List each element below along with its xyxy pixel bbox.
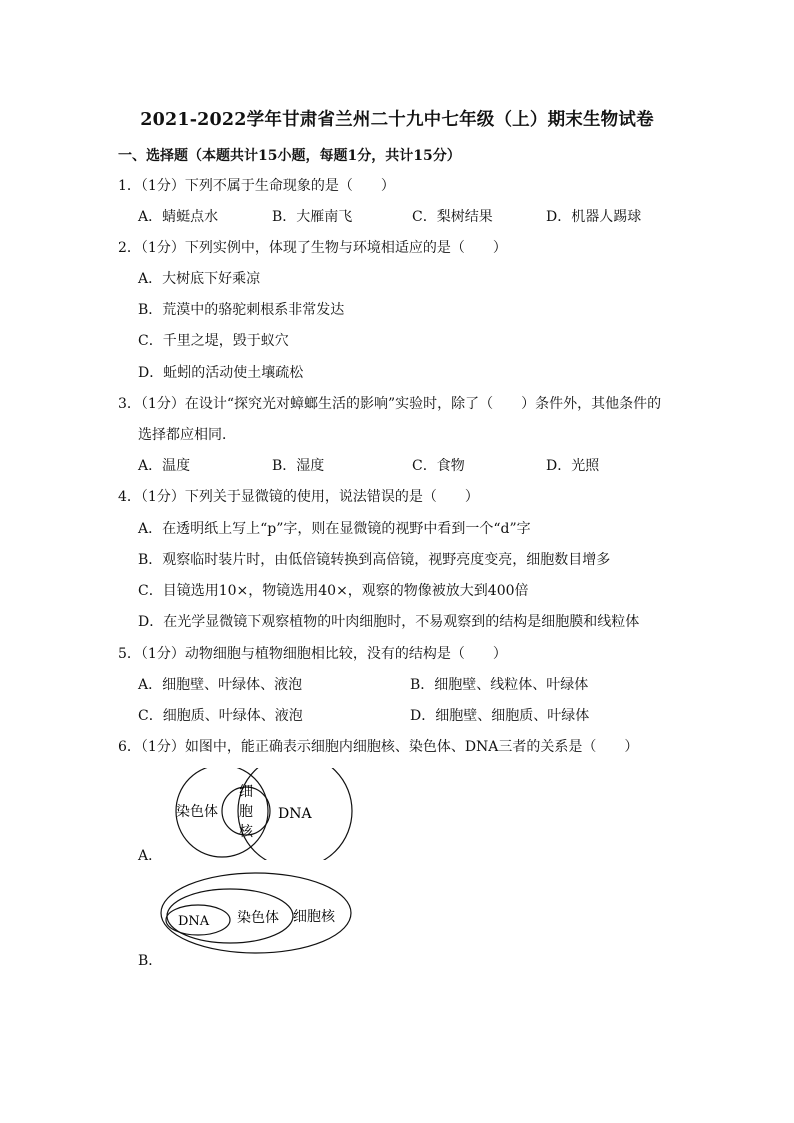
- option-a: A．细胞壁、叶绿体、液泡: [138, 677, 303, 693]
- question-3-stem: 3．（1分）在设计“探究光对蟑螂生活的影响”实验时，除了（ ）条件外，其他条件的: [118, 396, 662, 412]
- page-title: 2021-2022学年甘肃省兰州二十九中七年级（上）期末生物试卷: [140, 110, 654, 130]
- option-c: C．千里之堤，毁于蚁穴: [138, 333, 289, 349]
- label-chromosome: 染色体: [176, 804, 218, 820]
- option-d: D．机器人踢球: [546, 209, 642, 225]
- option-d: D．在光学显微镜下观察植物的叶肉细胞时，不易观察到的结构是细胞膜和线粒体: [138, 614, 640, 630]
- label-nucleus: 细胞核: [293, 909, 335, 925]
- question-5-stem: 5．（1分）动物细胞与植物细胞相比较，没有的结构是（ ）: [118, 646, 507, 662]
- label-nucleus-2: 胞: [239, 804, 253, 820]
- question-4-stem: 4．（1分）下列关于显微镜的使用，说法错误的是（ ）: [118, 489, 479, 505]
- figure-b-label: B．: [138, 953, 163, 969]
- question-1-stem: 1．（1分）下列不属于生命现象的是（ ）: [118, 178, 395, 194]
- option-a: A．蜻蜓点水: [138, 209, 219, 225]
- option-c: C．食物: [412, 458, 465, 474]
- question-6-stem: 6．（1分）如图中，能正确表示细胞内细胞核、染色体、DNA三者的关系是（ ）: [118, 739, 639, 755]
- option-d: D．细胞壁、细胞质、叶绿体: [410, 708, 590, 724]
- option-b: B．大雁南飞: [272, 209, 353, 225]
- option-c: C．梨树结果: [412, 209, 493, 225]
- question-3-stem-continued: 选择都应相同．: [138, 427, 236, 443]
- option-d: D．光照: [546, 458, 600, 474]
- option-c: C．目镜选用10×，物镜选用40×，观察的物像被放大到400倍: [138, 583, 529, 599]
- figure-a-label: A．: [138, 848, 163, 864]
- option-c: C．细胞质、叶绿体、液泡: [138, 708, 303, 724]
- label-dna: DNA: [178, 914, 210, 929]
- option-a: A．大树底下好乘凉: [138, 271, 261, 287]
- option-b: B．观察临时装片时，由低倍镜转换到高倍镜，视野亮度变亮，细胞数目增多: [138, 552, 611, 568]
- figure-b-nested-diagram: [160, 868, 360, 960]
- option-a: A．在透明纸上写上“p”字，则在显微镜的视野中看到一个“d”字: [138, 521, 531, 537]
- label-nucleus-1: 细: [239, 784, 253, 800]
- label-chromosome: 染色体: [237, 910, 279, 926]
- option-b: B．荒漠中的骆驼刺根系非常发达: [138, 302, 345, 318]
- section-heading: 一、选择题（本题共计15小题，每题1分，共计15分）: [118, 148, 461, 164]
- label-nucleus-3: 核: [239, 824, 253, 840]
- option-b: B．湿度: [272, 458, 325, 474]
- option-b: B．细胞壁、线粒体、叶绿体: [410, 677, 589, 693]
- label-dna: DNA: [278, 806, 312, 822]
- question-2-stem: 2．（1分）下列实例中，体现了生物与环境相适应的是（ ）: [118, 240, 507, 256]
- option-d: D．蚯蚓的活动使土壤疏松: [138, 365, 304, 381]
- figure-a-venn-diagram: [160, 768, 360, 860]
- option-a: A．温度: [138, 458, 191, 474]
